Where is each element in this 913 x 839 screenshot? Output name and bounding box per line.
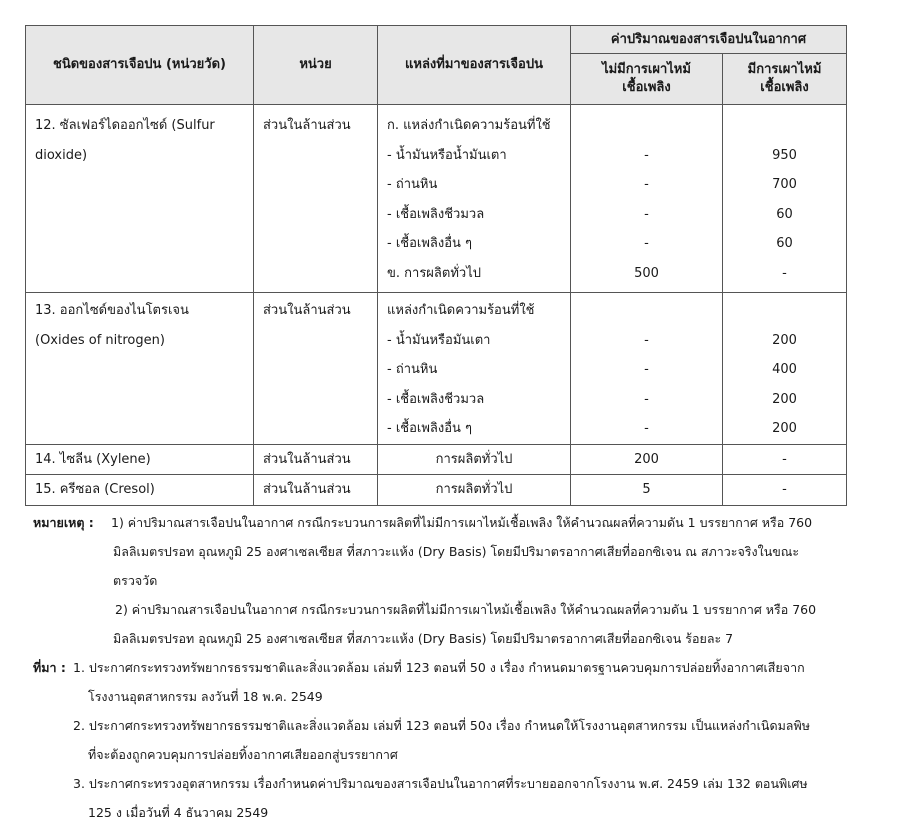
source-cell: [378, 475, 571, 506]
value: 950: [772, 147, 797, 163]
remark-2-line-1: 2) ค่าปริมาณสารเจือปนในอากาศ กรณีกระบวนการผลิตที่ไม่มีการเผาไหม้เชื้อเพลิง ให้คำนวณผลที่ความดัน 1 บรรยากาศ หรือ 760: [115, 602, 817, 617]
source-3-line-2: 125 ง เมื่อวันที่ 4 ธันวาคม 2549: [88, 805, 269, 820]
substance-line: dioxide): [35, 147, 88, 163]
value: [723, 296, 846, 326]
value: -: [782, 482, 787, 497]
unit-text: ส่วนในล้านส่วน: [263, 451, 351, 467]
header-unit: หน่วย: [254, 26, 378, 105]
substance-line: 13. ออกไซด์ของไนโตรเจน: [35, 303, 189, 318]
header-burn-line: เชื้อเพลิง: [760, 80, 809, 95]
source-line: - ถ่านหิน: [387, 362, 438, 377]
source-line: ก. แหล่งกำเนิดความร้อนที่ใช้: [387, 118, 551, 133]
value: 500: [634, 265, 659, 281]
value: [571, 296, 722, 326]
value: -: [644, 362, 649, 377]
source-line: แหล่งกำเนิดความร้อนที่ใช้: [387, 303, 535, 318]
remarks-label: หมายเหตุ :: [33, 515, 94, 530]
source-line: - เชื้อเพลิงอื่น ๆ: [387, 236, 473, 251]
source-1-line-1: 1. ประกาศกระทรวงทรัพยากรธรรมชาติและสิ่งแวดล้อม เล่มที่ 123 ตอนที่ 50 ง เรื่อง กำหนดมาตรฐานควบคุมการปล่อยทิ้งอากาศเสียจาก: [73, 660, 805, 675]
header-no-burn-line: เชื้อเพลิง: [622, 80, 671, 95]
sources-label: ที่มา :: [33, 660, 66, 675]
value: 200: [634, 451, 659, 467]
value: -: [644, 147, 649, 163]
substance-cell: [26, 475, 254, 506]
substance-line: 15. ครีซอล (Cresol): [35, 482, 155, 497]
value: [571, 111, 722, 141]
header-burn: [723, 54, 847, 105]
table-row: [26, 105, 847, 293]
value: 400: [772, 362, 797, 377]
value: 700: [772, 177, 797, 192]
source-line: - เชื้อเพลิงชีวมวล: [387, 391, 485, 407]
value: 60: [776, 236, 793, 251]
source-3-line-1: 3. ประกาศกระทรวงอุตสาหกรรม เรื่องกำหนดค่าปริมาณของสารเจือปนในอากาศที่ระบายออกจากโรงงาน พ.ศ. 2459 เล่ม 132 ตอนพิเศษ: [73, 776, 808, 791]
source-line: - น้ำมันหรือน้ำมันเตา: [387, 147, 507, 163]
table-row: [26, 444, 847, 475]
burn-cell: [723, 475, 847, 506]
source-1-line-2: โรงงานอุตสาหกรรม ลงวันที่ 18 พ.ค. 2549: [88, 689, 323, 704]
unit-text: ส่วนในล้านส่วน: [263, 118, 351, 133]
remark-1-line-1: 1) ค่าปริมาณสารเจือปนในอากาศ กรณีกระบวนการผลิตที่ไม่มีการเผาไหม้เชื้อเพลิง ให้คำนวณผลที่ความดัน 1 บรรยากาศ หรือ 760: [111, 515, 813, 530]
source-2-line-2: ที่จะต้องถูกควบคุมการปล่อยทิ้งอากาศเสียออกสู่บรรยากาศ: [88, 747, 398, 762]
burn-cell: [723, 293, 847, 445]
source-line: - เชื้อเพลิงชีวมวล: [387, 206, 485, 222]
burn-cell: [723, 105, 847, 293]
pollutant-standards-table: [25, 25, 847, 506]
value: -: [644, 236, 649, 251]
header-no-burn: [571, 54, 723, 105]
substance-line: 12. ซัลเฟอร์ไดออกไซด์ (Sulfur: [35, 118, 215, 133]
source-line: - ถ่านหิน: [387, 177, 438, 192]
unit-cell: [254, 105, 378, 293]
remark-1-line-2: มิลลิเมตรปรอท อุณหภูมิ 25 องศาเซลเซียส ที่สภาวะแห้ง (Dry Basis) โดยมีปริมาตรอากาศเสียที่ออกซิเจน ณ สภาวะจริงในขณะ: [113, 544, 800, 559]
source-line: - เชื้อเพลิงอื่น ๆ: [387, 421, 473, 436]
value: [723, 111, 846, 141]
source-cell: [378, 105, 571, 293]
substance-line: (Oxides of nitrogen): [35, 332, 165, 348]
value: -: [644, 332, 649, 348]
no-burn-cell: [571, 105, 723, 293]
no-burn-cell: [571, 293, 723, 445]
value: 200: [772, 391, 797, 407]
source-cell: [378, 444, 571, 475]
value: -: [644, 177, 649, 192]
value: 60: [776, 206, 793, 222]
header-value-group: ค่าปริมาณของสารเจือปนในอากาศ: [571, 26, 847, 54]
header-no-burn-line: ไม่มีการเผาไหม้: [602, 62, 691, 77]
value: -: [644, 391, 649, 407]
value: 200: [772, 421, 797, 436]
no-burn-cell: [571, 444, 723, 475]
table-row: [26, 293, 847, 445]
unit-text: ส่วนในล้านส่วน: [263, 303, 351, 318]
value: 5: [642, 482, 651, 497]
substance-cell: [26, 293, 254, 445]
no-burn-cell: [571, 475, 723, 506]
source-line: - น้ำมันหรือมันเตา: [387, 332, 491, 348]
source-line: การผลิตทั่วไป: [435, 482, 513, 497]
substance-line: 14. ไซลีน (Xylene): [35, 451, 151, 467]
unit-cell: [254, 475, 378, 506]
header-substance: ชนิดของสารเจือปน (หน่วยวัด): [26, 26, 254, 105]
value: 200: [772, 332, 797, 348]
remark-1-line-3: ตรวจวัด: [113, 573, 158, 588]
source-line: ข. การผลิตทั่วไป: [387, 265, 481, 281]
header-source: แหล่งที่มาของสารเจือปน: [378, 26, 571, 105]
unit-cell: [254, 293, 378, 445]
value: -: [782, 451, 787, 467]
remark-2-line-2: มิลลิเมตรปรอท อุณหภูมิ 25 องศาเซลเซียส ที่สภาวะแห้ง (Dry Basis) โดยมีปริมาตรอากาศเสียที่ออกซิเจน ร้อยละ 7: [113, 631, 734, 646]
unit-text: ส่วนในล้านส่วน: [263, 482, 351, 497]
unit-cell: [254, 444, 378, 475]
substance-cell: [26, 105, 254, 293]
table-row: [26, 475, 847, 506]
burn-cell: [723, 444, 847, 475]
source-line: การผลิตทั่วไป: [435, 451, 513, 467]
value: -: [782, 265, 787, 281]
value: -: [644, 421, 649, 436]
value: -: [644, 206, 649, 222]
substance-cell: [26, 444, 254, 475]
source-2-line-1: 2. ประกาศกระทรวงทรัพยากรธรรมชาติและสิ่งแวดล้อม เล่มที่ 123 ตอนที่ 50ง เรื่อง กำหนดให้โรงงานอุตสาหกรรม เป็นแหล่งกำเนิดมลพิษ: [73, 718, 810, 733]
source-cell: [378, 293, 571, 445]
header-burn-line: มีการเผาไหม้: [747, 62, 822, 77]
